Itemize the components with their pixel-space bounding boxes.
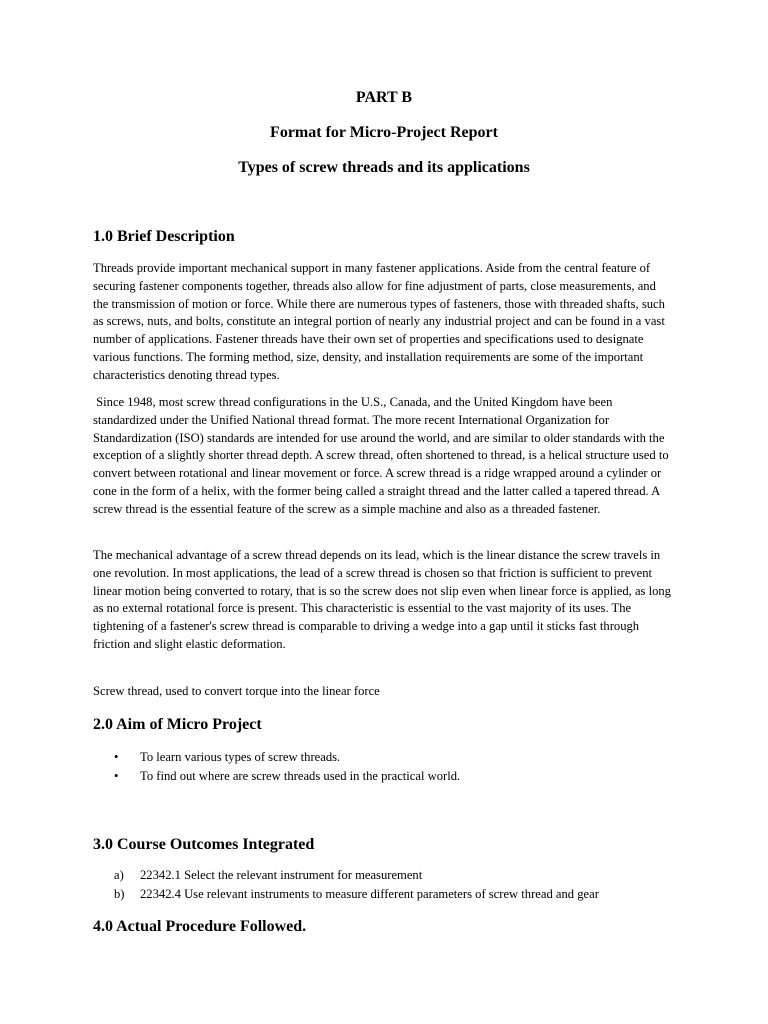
course-outcomes-list bbox=[93, 866, 713, 904]
paragraph-threads-intro: Threads provide important mechanical support in many fastener applications. Aside from the central feature of securing fastener components together, threads also allow for fine adjustment of parts, close measurements, and the transmission of motion or force. While there are numerous types of fasteners, those with threaded shafts, such as screws, nuts, and bolts, constitute an integral portion of nearly any industrial project and can be found in a vast number of applications. Fastener threads have their own set of properties and specifications used to designate various functions. The forming method, size, density, and installation requirements are some of the important characteristics denoting thread types. bbox=[93, 261, 665, 382]
section-heading-course-outcomes: 3.0 Course Outcomes Integrated bbox=[93, 836, 315, 853]
section-heading-procedure: 4.0 Actual Procedure Followed. bbox=[93, 918, 307, 935]
aim-item-text: To learn various types of screw threads. bbox=[140, 750, 341, 764]
report-format-heading: Format for Micro-Project Report bbox=[270, 124, 498, 141]
paragraph-mechanical-advantage: The mechanical advantage of a screw thread depends on its lead, which is the linear distance the screw travels in one revolution. In most applications, the lead of a screw thread is chosen so that friction is sufficient to prevent linear motion being converted to rotary, that is so the screw does not slip even when linear force is applied, as long as no external rotational force is present. This characteristic is essential to the vast majority of its uses. The tightening of a fastener's screw thread is comparable to driving a wedge into a gap until it sticks fast through friction and slight elastic deformation. bbox=[93, 548, 671, 651]
list-item bbox=[93, 767, 713, 786]
list-marker: a) bbox=[114, 868, 124, 882]
part-label: PART B bbox=[355, 89, 413, 106]
list-item bbox=[93, 748, 713, 767]
bullet-icon: • bbox=[114, 750, 119, 764]
paragraph-screw-thread-note: Screw thread, used to convert torque into the linear force bbox=[93, 684, 380, 698]
aim-list bbox=[93, 748, 713, 786]
bullet-icon: • bbox=[114, 769, 119, 783]
report-title: Types of screw threads and its applications bbox=[238, 159, 530, 176]
paragraph-standards: Since 1948, most screw thread configurations in the U.S., Canada, and the United Kingdom have been standardized under the Unified National thread format. The more recent International Organization for Standardization (ISO) standards are intended for use around the world, and are similar to older standards with the exception of a slightly shorter thread depth. A screw thread, often shortened to thread, is a helical structure used to convert between rotational and linear movement or force. A screw thread is a ridge wrapped around a cylinder or cone in the form of a helix, with the former being called a straight thread and the latter called a tapered thread. A screw thread is the essential feature of the screw as a simple machine and also as a threaded fastener. bbox=[93, 395, 672, 516]
section-heading-aim: 2.0 Aim of Micro Project bbox=[93, 716, 262, 733]
list-item bbox=[93, 866, 713, 885]
list-marker: b) bbox=[114, 887, 125, 901]
aim-item-text: To find out where are screw threads used in the practical world. bbox=[140, 769, 461, 783]
list-item bbox=[93, 885, 713, 904]
section-heading-brief-description: 1.0 Brief Description bbox=[93, 228, 235, 245]
outcome-item-text: 22342.4 Use relevant instruments to measure different parameters of screw thread and gear bbox=[140, 887, 599, 901]
outcome-item-text: 22342.1 Select the relevant instrument for measurement bbox=[140, 868, 423, 882]
